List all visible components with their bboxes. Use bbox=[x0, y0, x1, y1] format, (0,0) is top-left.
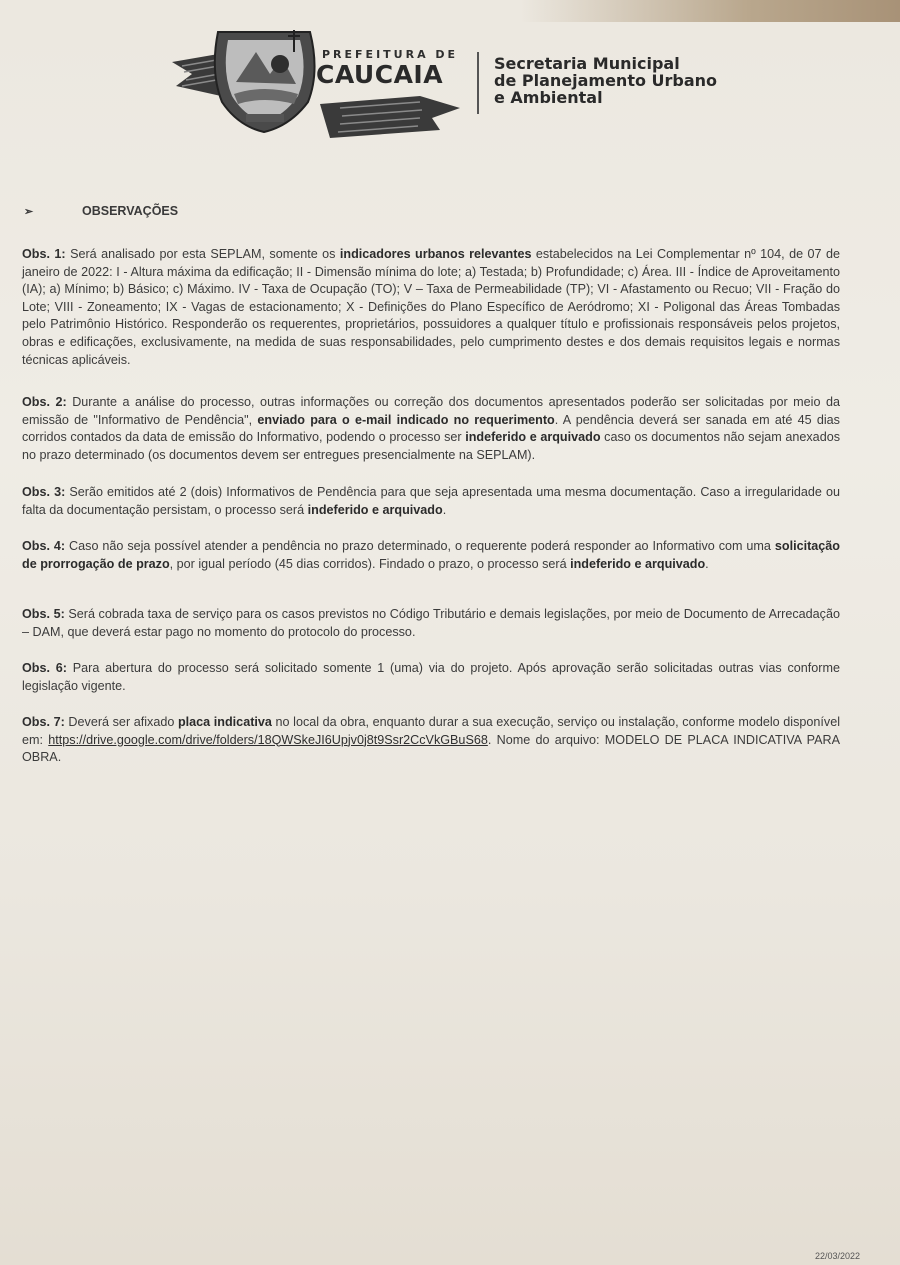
letterhead bbox=[170, 22, 770, 142]
drive-folder-link[interactable]: https://drive.google.com/drive/folders/18QWSkeJI6Upjv0j8t9Ssr2CcVkGBuS68 bbox=[48, 732, 488, 747]
prefeitura-label: PREFEITURA DE bbox=[322, 48, 459, 61]
obs-paragraph-1: Obs. 1: Será analisado por esta SEPLAM, somente os indicadores urbanos relevantes estabelecidos na Lei Complementar nº 104, de 07 de janeiro de 2022: I - Altura máxima da edificação; II - Dimensão mínima do lote; a) Testada; b) Profundidade; c) Área. III - Índice de Aproveitamento (IA); a) Mínimo; b) Básico; c) Máximo. IV - Taxa de Ocupação (TO); V – Taxa de Permeabilidade (TP); VI - Afastamento ou Recuo; VII - Fração do Lote; VIII - Zoneamento; IX - Vagas de estacionamento; X - Definições do Plano Específico de Aeródromo; XI - Poligonal das Áreas Tombadas pelo Patrimônio Histórico. Responderão os requerentes, proprietários, possuidores a qualquer título e profissionais responsáveis pelos projetos, obras e edificações, exclusivamente, na medida de suas responsabilidades, pelo cumprimento destes e dos demais requisitos legais e normas técnicas aplicáveis. bbox=[22, 247, 840, 367]
secretaria-line-1: Secretaria Municipal bbox=[494, 54, 680, 73]
arrow-bullet-icon: ➢ bbox=[24, 206, 34, 218]
obs-paragraph-2: Obs. 2: Durante a análise do processo, outras informações ou correção dos documentos apresentados poderão ser solicitadas por meio da emissão de "Informativo de Pendência", enviado para o e-mail indicado no requerimento. A pendência deverá ser sanada em até 45 dias corridos contados da data de emissão do Informativo, podendo o processo ser indeferido e arquivado caso os documentos não sejam anexados no prazo determinado (os documentos devem ser entregues presencialmente na SEPLAM). bbox=[22, 395, 840, 462]
obs-paragraph-3: Obs. 3: Serão emitidos até 2 (dois) Informativos de Pendência para que seja apresentada uma mesma documentação. Caso a irregularidade ou falta da documentação persistam, o processo será indeferido e arquivado. bbox=[22, 485, 840, 517]
secretaria-line-2: de Planejamento Urbano bbox=[494, 71, 718, 90]
obs-paragraph-4: Obs. 4: Caso não seja possível atender a pendência no prazo determinado, o requerente poderá responder ao Informativo com uma solicitação de prorrogação de prazo, por igual período (45 dias corridos). Findado o prazo, o processo será indeferido e arquivado. bbox=[22, 539, 840, 571]
secretaria-line-3: e Ambiental bbox=[494, 88, 603, 107]
footer-date: 22/03/2022 bbox=[814, 1251, 860, 1261]
obs-paragraph-7: Obs. 7: Deverá ser afixado placa indicativa no local da obra, enquanto durar a sua execução, serviço ou instalação, conforme modelo disponível em: https://drive.google.com/drive/folders/18QWSkeJI6Upjv0j8t9Ssr2CcVkGBuS68. Nome do arquivo: MODELO DE PLACA INDICATIVA PARA OBRA. bbox=[22, 715, 841, 765]
city-name: CAUCAIA bbox=[316, 60, 444, 89]
section-title-text: OBSERVAÇÕES bbox=[82, 204, 179, 218]
page-edge-shadow bbox=[520, 0, 900, 22]
secretaria-name bbox=[494, 55, 717, 106]
obs-paragraph-6: Obs. 6: Para abertura do processo será solicitado somente 1 (uma) via do projeto. Após aprovação serão solicitadas outras vias conforme legislação vigente. bbox=[22, 661, 840, 693]
obs-paragraph-5: Obs. 5: Será cobrada taxa de serviço para os casos previstos no Código Tributário e demais legislações, por meio de Documento de Arrecadação – DAM, que deverá estar pago no momento do protocolo do processo. bbox=[22, 607, 840, 639]
section-heading bbox=[24, 204, 178, 218]
header-divider bbox=[477, 52, 479, 114]
